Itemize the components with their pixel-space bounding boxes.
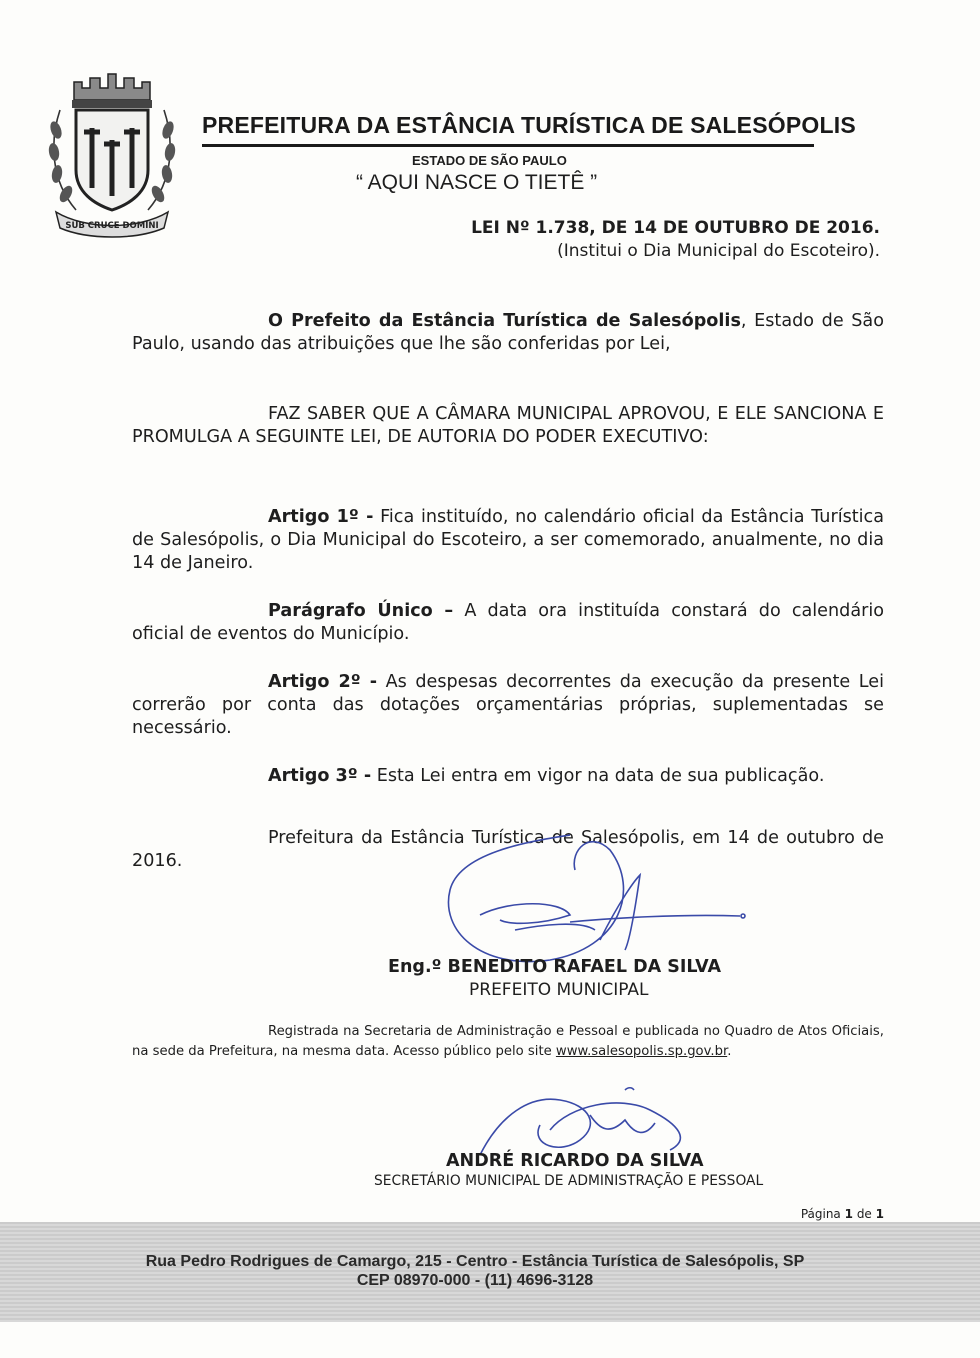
intro-bold: O Prefeito da Estância Turística de Salesópolis [268, 311, 741, 331]
intro-rest: , Estado de São Paulo, usando das atribuições que lhe são conferidas por Lei, [132, 311, 884, 354]
article-1 [132, 506, 884, 575]
coat-of-arms-logo [46, 70, 178, 240]
page-total: 1 [875, 1207, 884, 1221]
secretary-role: SECRETÁRIO MUNICIPAL DE ADMINISTRAÇÃO E PESSOAL [374, 1173, 764, 1189]
mayor-role: PREFEITO MUNICIPAL [469, 980, 649, 1000]
registration-end: . [727, 1044, 732, 1059]
footer-contact: CEP 08970-000 - (11) 4696-3128 [356, 1272, 594, 1289]
footer-address: Rua Pedro Rodrigues de Camargo, 215 - Centro - Estância Turística de Salesópolis, SP [145, 1253, 805, 1270]
article-3-text: Esta Lei entra em vigor na data de sua publicação. [371, 766, 825, 786]
page-number [801, 1207, 884, 1221]
law-subtitle: (Institui o Dia Municipal do Escoteiro). [557, 241, 880, 261]
article-1-label: Artigo 1º - [268, 507, 374, 527]
article-2-text: As despesas decorrentes da execução da presente Lei correrão por conta das dotações orçamentárias próprias, suplementadas se necessário. [132, 672, 884, 738]
faz-saber-text: FAZ SABER QUE A CÂMARA MUNICIPAL APROVOU, E ELE SANCIONA E PROMULGA A SEGUINTE LEI, DE AUTORIA DO PODER EXECUTIVO: [132, 404, 884, 447]
article-1-text: Fica instituído, no calendário oficial da Estância Turística de Salesópolis, o Dia Municipal do Escoteiro, a ser comemorado, anualmente, no dia 14 de Janeiro. [132, 507, 884, 573]
faz-saber-paragraph [132, 403, 884, 449]
intro-paragraph [132, 310, 884, 356]
registration-text: Registrada na Secretaria de Administração e Pessoal e publicada no Quadro de Atos Oficiais, na sede da Prefeitura, na mesma data. Acesso público pelo site [132, 1024, 884, 1059]
closing-text: Prefeitura da Estância Turística de Salesópolis, em 14 de outubro de 2016. [132, 828, 884, 871]
article-2 [132, 671, 884, 740]
article-2-label: Artigo 2º - [268, 672, 378, 692]
state-label: ESTADO DE SÃO PAULO [412, 153, 567, 168]
paragraph-unico-text: A data ora instituída constará do calendário oficial de eventos do Município. [132, 601, 884, 644]
secretary-name: ANDRÉ RICARDO DA SILVA [446, 1151, 704, 1171]
page-current: 1 [844, 1207, 853, 1221]
paragraph-unico [132, 600, 884, 646]
website-link[interactable]: www.salesopolis.sp.gov.br [555, 1044, 728, 1059]
page-title: PREFEITURA DA ESTÂNCIA TURÍSTICA DE SALESÓPOLIS [202, 112, 856, 138]
page-of: de [856, 1207, 872, 1221]
motto: “ AQUI NASCE O TIETÊ ” [356, 171, 598, 194]
page-label: Página [800, 1207, 841, 1221]
title-divider [202, 144, 814, 147]
crest-motto: SUB CRUCE DOMINI [65, 221, 159, 231]
registration-note [132, 1022, 884, 1062]
mayor-name: Eng.º BENEDITO RAFAEL DA SILVA [388, 957, 722, 977]
article-3 [132, 765, 884, 788]
closing-paragraph [132, 827, 884, 873]
paragraph-unico-label: Parágrafo Único – [268, 601, 454, 621]
law-number: LEI Nº 1.738, DE 14 DE OUTUBRO DE 2016. [471, 218, 880, 238]
article-3-label: Artigo 3º - [268, 766, 372, 786]
